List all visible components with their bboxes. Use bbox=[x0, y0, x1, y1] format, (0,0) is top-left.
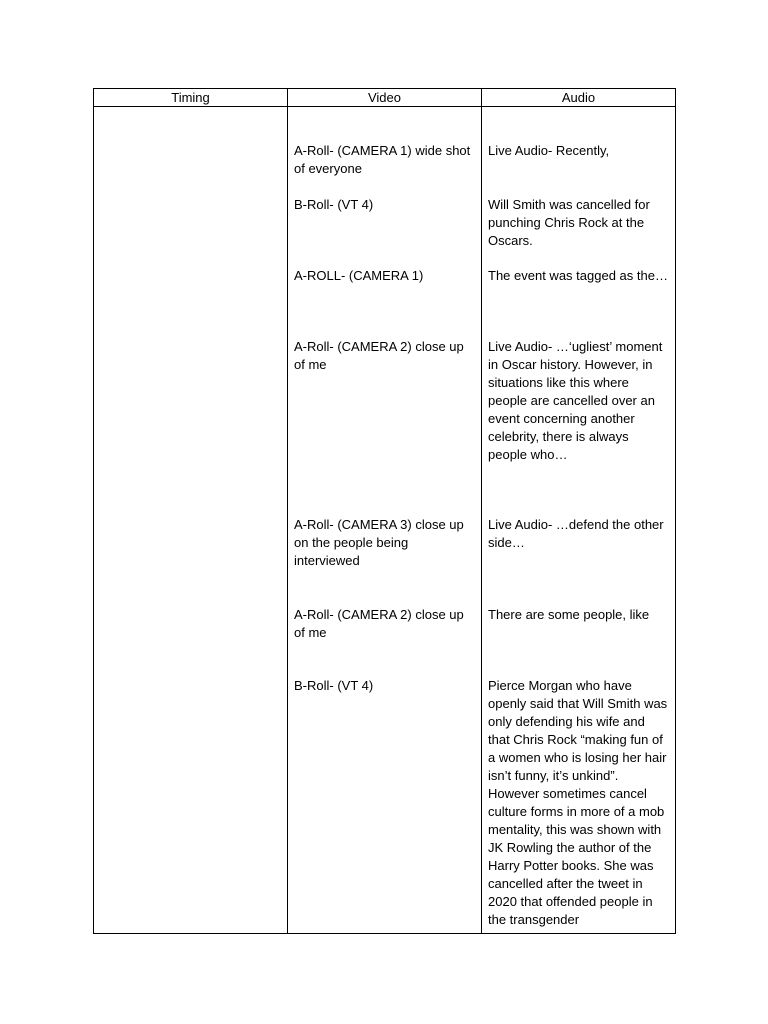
header-timing: Timing bbox=[94, 89, 288, 107]
audio-entry-2: Will Smith was cancelled for punching Chris Rock at the Oscars. bbox=[488, 197, 650, 248]
timing-cell-content bbox=[94, 107, 287, 933]
video-entry-4: A-Roll- (CAMERA 2) close up of me bbox=[294, 339, 464, 372]
video-entry-7: B-Roll- (VT 4) bbox=[294, 678, 374, 693]
audio-cell bbox=[482, 107, 676, 934]
audio-entry-5: Live Audio- …defend the other side… bbox=[488, 517, 664, 550]
video-cell bbox=[288, 107, 482, 934]
audio-entry-7: Pierce Morgan who have openly said that Will Smith was only defending his wife and that Chris Rock “making fun of a women who is losing her hair isn’t funny, it’s unkind”. However sometimes cancel culture forms in more of a mob mentality, this was shown with JK Rowling the author of the Harry Potter books. She was cancelled after the tweet in 2020 that offended people in the transgender bbox=[488, 678, 668, 927]
header-video: Video bbox=[288, 89, 482, 107]
audio-entry-6: There are some people, like bbox=[488, 607, 650, 622]
audio-entry-4: Live Audio- …‘ugliest’ moment in Oscar history. However, in situations like this where people are cancelled over an event concerning another celebrity, there is always people who… bbox=[488, 339, 663, 462]
video-entry-5: A-Roll- (CAMERA 3) close up on the people being interviewed bbox=[294, 517, 464, 568]
timing-cell bbox=[94, 107, 288, 934]
header-row bbox=[94, 89, 676, 107]
header-audio: Audio bbox=[482, 89, 676, 107]
video-entry-1: A-Roll- (CAMERA 1) wide shot of everyone bbox=[294, 143, 471, 176]
video-entry-6: A-Roll- (CAMERA 2) close up of me bbox=[294, 607, 464, 640]
video-entry-2: B-Roll- (VT 4) bbox=[294, 197, 374, 212]
script-table bbox=[93, 88, 676, 934]
video-entry-3: A-ROLL- (CAMERA 1) bbox=[294, 268, 424, 283]
audio-entry-1: Live Audio- Recently, bbox=[488, 143, 610, 158]
body-row bbox=[94, 107, 676, 934]
audio-entry-3: The event was tagged as the… bbox=[488, 268, 668, 283]
